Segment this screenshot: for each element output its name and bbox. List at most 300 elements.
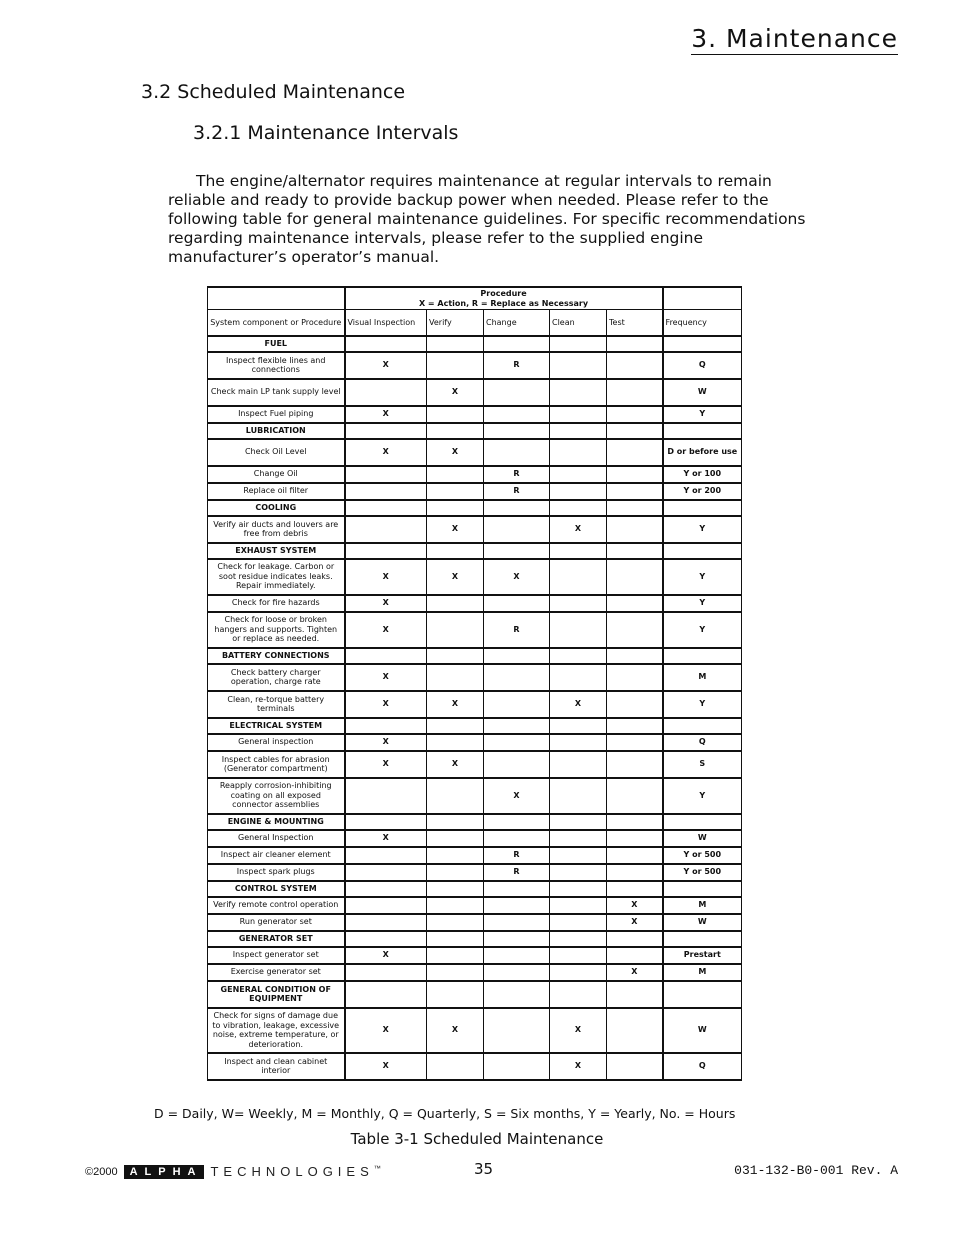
- maintenance-table: [207, 286, 742, 1081]
- mark-cell: [345, 964, 427, 981]
- mark-cell: [427, 947, 484, 964]
- mark-cell: [427, 612, 484, 648]
- mark-cell: [550, 778, 607, 814]
- mark-cell: [607, 734, 663, 751]
- blank-cell: [427, 981, 484, 1008]
- blank-cell: [345, 881, 427, 897]
- blank-cell: [345, 500, 427, 516]
- frequency-cell: Y or 500: [663, 847, 742, 864]
- blank-cell: [484, 718, 550, 734]
- frequency-cell: W: [663, 1008, 742, 1053]
- mark-cell: [427, 406, 484, 423]
- blank-cell: [607, 718, 663, 734]
- mark-cell: R: [484, 466, 550, 483]
- blank-cell: [427, 648, 484, 664]
- mark-cell: [427, 595, 484, 612]
- row-item: Inspect cables for abrasion (Generator compartment): [208, 751, 345, 778]
- mark-cell: X: [345, 734, 427, 751]
- table-row: [208, 516, 742, 543]
- mark-cell: [550, 352, 607, 379]
- frequency-cell: M: [663, 964, 742, 981]
- row-item: Run generator set: [208, 914, 345, 931]
- mark-cell: [427, 847, 484, 864]
- mark-cell: [427, 466, 484, 483]
- mark-cell: [427, 483, 484, 500]
- row-item: Check for leakage. Carbon or soot residue indicates leaks. Repair immediately.: [208, 559, 345, 595]
- mark-cell: [345, 466, 427, 483]
- section-row: [208, 500, 742, 516]
- frequency-cell: M: [663, 897, 742, 914]
- column-header: Verify: [427, 310, 484, 336]
- mark-cell: [484, 751, 550, 778]
- frequency-cell: Y: [663, 595, 742, 612]
- blank-cell: [345, 814, 427, 830]
- mark-cell: [427, 734, 484, 751]
- blank-cell: [663, 423, 742, 439]
- mark-cell: [550, 483, 607, 500]
- mark-cell: X: [345, 406, 427, 423]
- mark-cell: [427, 897, 484, 914]
- mark-cell: X: [345, 947, 427, 964]
- mark-cell: [607, 751, 663, 778]
- mark-cell: [427, 778, 484, 814]
- blank-cell: [484, 814, 550, 830]
- table-row: [208, 559, 742, 595]
- column-header: Test: [607, 310, 663, 336]
- mark-cell: [484, 947, 550, 964]
- mark-cell: [484, 595, 550, 612]
- section-name: ELECTRICAL SYSTEM: [208, 718, 345, 734]
- table-row: [208, 483, 742, 500]
- row-item: Inspect air cleaner element: [208, 847, 345, 864]
- frequency-cell: Q: [663, 1053, 742, 1080]
- mark-cell: [484, 964, 550, 981]
- row-item: General Inspection: [208, 830, 345, 847]
- row-item: Inspect Fuel piping: [208, 406, 345, 423]
- frequency-cell: Y: [663, 612, 742, 648]
- frequency-cell: Y: [663, 559, 742, 595]
- row-item: Verify remote control operation: [208, 897, 345, 914]
- blank-cell: [663, 981, 742, 1008]
- mark-cell: [550, 612, 607, 648]
- blank-cell: [663, 287, 742, 310]
- mark-cell: [427, 830, 484, 847]
- page-number: 35: [474, 1160, 494, 1178]
- mark-cell: [607, 864, 663, 881]
- blank-cell: [663, 931, 742, 947]
- section-row: [208, 881, 742, 897]
- section-name: COOLING: [208, 500, 345, 516]
- blank-cell: [550, 336, 607, 352]
- blank-cell: [550, 500, 607, 516]
- mark-cell: [484, 1053, 550, 1080]
- column-header: Visual Inspection: [345, 310, 427, 336]
- blank-cell: [484, 336, 550, 352]
- frequency-cell: W: [663, 914, 742, 931]
- mark-cell: X: [484, 778, 550, 814]
- mark-cell: [345, 379, 427, 406]
- mark-cell: [550, 830, 607, 847]
- mark-cell: [427, 864, 484, 881]
- blank-cell: [484, 881, 550, 897]
- mark-cell: [607, 664, 663, 691]
- section-name: GENERATOR SET: [208, 931, 345, 947]
- procedure-header: [345, 287, 663, 310]
- section-name: EXHAUST SYSTEM: [208, 543, 345, 559]
- section-row: [208, 981, 742, 1008]
- table-row: [208, 664, 742, 691]
- section-name: GENERAL CONDITION OF EQUIPMENT: [208, 981, 345, 1008]
- table-row: [208, 947, 742, 964]
- frequency-cell: D or before use: [663, 439, 742, 466]
- frequency-cell: W: [663, 379, 742, 406]
- mark-cell: [550, 897, 607, 914]
- table-row: [208, 847, 742, 864]
- column-header: Change: [484, 310, 550, 336]
- row-item: Check Oil Level: [208, 439, 345, 466]
- blank-cell: [607, 931, 663, 947]
- table-row: [208, 439, 742, 466]
- mark-cell: [607, 847, 663, 864]
- mark-cell: [607, 439, 663, 466]
- mark-cell: [607, 379, 663, 406]
- blank-cell: [427, 814, 484, 830]
- table-row: [208, 466, 742, 483]
- blank-cell: [663, 336, 742, 352]
- mark-cell: [550, 664, 607, 691]
- blank-cell: [427, 543, 484, 559]
- table-row: [208, 595, 742, 612]
- row-item: Check main LP tank supply level: [208, 379, 345, 406]
- blank-cell: [427, 423, 484, 439]
- table-row: [208, 1008, 742, 1053]
- row-item: Replace oil filter: [208, 483, 345, 500]
- table-row: [208, 964, 742, 981]
- mark-cell: X: [484, 559, 550, 595]
- row-item: Check for fire hazards: [208, 595, 345, 612]
- section-row: [208, 814, 742, 830]
- section-row: [208, 336, 742, 352]
- frequency-cell: Y: [663, 516, 742, 543]
- chapter-title: 3. Maintenance: [691, 24, 898, 53]
- mark-cell: [427, 352, 484, 379]
- frequency-cell: Q: [663, 734, 742, 751]
- blank-cell: [345, 981, 427, 1008]
- mark-cell: X: [345, 439, 427, 466]
- footer-brand: [85, 1164, 381, 1179]
- blank-cell: [427, 718, 484, 734]
- blank-cell: [550, 931, 607, 947]
- mark-cell: [550, 734, 607, 751]
- blank-cell: [345, 718, 427, 734]
- table-row: [208, 914, 742, 931]
- mark-cell: [550, 864, 607, 881]
- section-title: 3.2 Scheduled Maintenance: [141, 81, 406, 103]
- section-row: [208, 423, 742, 439]
- mark-cell: [607, 612, 663, 648]
- technologies-wordmark: TECHNOLOGIES: [210, 1164, 374, 1179]
- mark-cell: X: [345, 664, 427, 691]
- mark-cell: [345, 864, 427, 881]
- column-header: System component or Procedure: [208, 310, 345, 336]
- mark-cell: X: [345, 1008, 427, 1053]
- mark-cell: R: [484, 352, 550, 379]
- table-row: [208, 1053, 742, 1080]
- mark-cell: [427, 1053, 484, 1080]
- row-item: Exercise generator set: [208, 964, 345, 981]
- mark-cell: [607, 595, 663, 612]
- mark-cell: [345, 516, 427, 543]
- mark-cell: [550, 466, 607, 483]
- mark-cell: [550, 379, 607, 406]
- table-row: [208, 691, 742, 718]
- blank-cell: [484, 423, 550, 439]
- frequency-legend: D = Daily, W= Weekly, M = Monthly, Q = Quarterly, S = Six months, Y = Yearly, No. = Hours: [154, 1106, 736, 1121]
- blank-cell: [607, 648, 663, 664]
- mark-cell: [484, 406, 550, 423]
- blank-cell: [427, 881, 484, 897]
- table-row: [208, 778, 742, 814]
- blank-cell: [663, 718, 742, 734]
- blank-cell: [607, 543, 663, 559]
- row-item: Inspect and clean cabinet interior: [208, 1053, 345, 1080]
- mark-cell: [607, 466, 663, 483]
- section-name: FUEL: [208, 336, 345, 352]
- copyright: ©2000: [85, 1165, 118, 1178]
- mark-cell: X: [550, 1008, 607, 1053]
- row-item: Inspect spark plugs: [208, 864, 345, 881]
- trademark-mark: ™: [373, 1165, 381, 1173]
- procedure-key: X = Action, R = Replace as Necessary: [418, 298, 589, 308]
- mark-cell: X: [607, 964, 663, 981]
- blank-cell: [607, 814, 663, 830]
- intro-paragraph: The engine/alternator requires maintenance at regular intervals to remain reliable and ready to provide backup power when needed. Please refer to the following table for general maintenance guidelines. For specific recommendations regarding maintenance intervals, please refer to the supplied engine manufacturer’s operator’s manual.: [168, 172, 806, 266]
- mark-cell: X: [427, 439, 484, 466]
- blank-cell: [345, 336, 427, 352]
- row-item: Check for signs of damage due to vibration, leakage, excessive noise, extreme temperature, or deterioration.: [208, 1008, 345, 1053]
- frequency-cell: M: [663, 664, 742, 691]
- blank-cell: [427, 931, 484, 947]
- mark-cell: [427, 664, 484, 691]
- mark-cell: [484, 439, 550, 466]
- mark-cell: [550, 964, 607, 981]
- blank-cell: [663, 500, 742, 516]
- frequency-cell: Y: [663, 778, 742, 814]
- mark-cell: [345, 483, 427, 500]
- table-row: [208, 864, 742, 881]
- blank-cell: [484, 931, 550, 947]
- blank-cell: [550, 814, 607, 830]
- frequency-cell: Prestart: [663, 947, 742, 964]
- mark-cell: X: [345, 1053, 427, 1080]
- row-item: Check for loose or broken hangers and supports. Tighten or replace as needed.: [208, 612, 345, 648]
- mark-cell: X: [427, 1008, 484, 1053]
- blank-cell: [550, 423, 607, 439]
- mark-cell: [607, 1008, 663, 1053]
- mark-cell: [607, 691, 663, 718]
- table-caption: Table 3-1 Scheduled Maintenance: [350, 1130, 604, 1148]
- blank-cell: [208, 287, 345, 310]
- blank-cell: [550, 543, 607, 559]
- mark-cell: [607, 516, 663, 543]
- mark-cell: X: [345, 595, 427, 612]
- row-item: General inspection: [208, 734, 345, 751]
- frequency-cell: Y or 500: [663, 864, 742, 881]
- blank-cell: [607, 423, 663, 439]
- blank-cell: [663, 648, 742, 664]
- row-item: Check battery charger operation, charge rate: [208, 664, 345, 691]
- mark-cell: [607, 559, 663, 595]
- mark-cell: [345, 897, 427, 914]
- mark-cell: [607, 483, 663, 500]
- blank-cell: [550, 881, 607, 897]
- mark-cell: X: [345, 352, 427, 379]
- procedure-header-row: [208, 287, 742, 310]
- section-row: [208, 931, 742, 947]
- mark-cell: [607, 1053, 663, 1080]
- column-header: Frequency: [663, 310, 742, 336]
- mark-cell: [484, 1008, 550, 1053]
- mark-cell: [607, 778, 663, 814]
- mark-cell: X: [345, 612, 427, 648]
- mark-cell: [607, 406, 663, 423]
- blank-cell: [607, 881, 663, 897]
- mark-cell: R: [484, 864, 550, 881]
- blank-cell: [607, 336, 663, 352]
- mark-cell: [607, 352, 663, 379]
- row-item: Inspect flexible lines and connections: [208, 352, 345, 379]
- blank-cell: [607, 981, 663, 1008]
- section-row: [208, 648, 742, 664]
- section-row: [208, 718, 742, 734]
- blank-cell: [663, 814, 742, 830]
- blank-cell: [345, 543, 427, 559]
- mark-cell: X: [550, 516, 607, 543]
- mark-cell: [484, 897, 550, 914]
- mark-cell: X: [550, 1053, 607, 1080]
- subsection-title: 3.2.1 Maintenance Intervals: [193, 122, 459, 144]
- mark-cell: [550, 406, 607, 423]
- section-name: ENGINE & MOUNTING: [208, 814, 345, 830]
- mark-cell: [345, 778, 427, 814]
- frequency-cell: Y or 100: [663, 466, 742, 483]
- column-header: Clean: [550, 310, 607, 336]
- mark-cell: X: [345, 559, 427, 595]
- mark-cell: [550, 595, 607, 612]
- mark-cell: X: [345, 751, 427, 778]
- blank-cell: [607, 500, 663, 516]
- mark-cell: X: [550, 691, 607, 718]
- mark-cell: [484, 664, 550, 691]
- document-number: 031-132-B0-001 Rev. A: [734, 1163, 898, 1178]
- blank-cell: [484, 500, 550, 516]
- mark-cell: R: [484, 483, 550, 500]
- mark-cell: X: [607, 914, 663, 931]
- blank-cell: [484, 543, 550, 559]
- mark-cell: [550, 947, 607, 964]
- blank-cell: [484, 648, 550, 664]
- table-row: [208, 379, 742, 406]
- blank-cell: [345, 423, 427, 439]
- frequency-cell: S: [663, 751, 742, 778]
- mark-cell: [550, 439, 607, 466]
- mark-cell: X: [345, 830, 427, 847]
- blank-cell: [550, 981, 607, 1008]
- column-header-row: [208, 310, 742, 336]
- mark-cell: [484, 914, 550, 931]
- row-item: Reapply corrosion-inhibiting coating on all exposed connector assemblies: [208, 778, 345, 814]
- mark-cell: R: [484, 612, 550, 648]
- row-item: Inspect generator set: [208, 947, 345, 964]
- section-row: [208, 543, 742, 559]
- table-row: [208, 352, 742, 379]
- mark-cell: [484, 691, 550, 718]
- row-item: Clean, re-torque battery terminals: [208, 691, 345, 718]
- frequency-cell: Q: [663, 352, 742, 379]
- mark-cell: [484, 379, 550, 406]
- row-item: Change Oil: [208, 466, 345, 483]
- frequency-cell: W: [663, 830, 742, 847]
- mark-cell: [607, 830, 663, 847]
- mark-cell: [427, 964, 484, 981]
- mark-cell: [550, 751, 607, 778]
- mark-cell: X: [427, 691, 484, 718]
- mark-cell: [345, 847, 427, 864]
- table-row: [208, 897, 742, 914]
- procedure-title: Procedure: [480, 289, 527, 298]
- table-row: [208, 751, 742, 778]
- row-item: Verify air ducts and louvers are free from debris: [208, 516, 345, 543]
- section-name: CONTROL SYSTEM: [208, 881, 345, 897]
- blank-cell: [550, 718, 607, 734]
- alpha-logo: ALPHA: [124, 1165, 205, 1179]
- blank-cell: [550, 648, 607, 664]
- frequency-cell: Y or 200: [663, 483, 742, 500]
- frequency-cell: Y: [663, 406, 742, 423]
- mark-cell: [484, 830, 550, 847]
- blank-cell: [663, 543, 742, 559]
- mark-cell: [550, 847, 607, 864]
- mark-cell: X: [427, 751, 484, 778]
- mark-cell: X: [607, 897, 663, 914]
- mark-cell: [550, 559, 607, 595]
- mark-cell: [427, 914, 484, 931]
- table-row: [208, 406, 742, 423]
- blank-cell: [345, 931, 427, 947]
- blank-cell: [345, 648, 427, 664]
- mark-cell: X: [427, 559, 484, 595]
- mark-cell: X: [345, 691, 427, 718]
- mark-cell: X: [427, 516, 484, 543]
- table-row: [208, 734, 742, 751]
- mark-cell: R: [484, 847, 550, 864]
- blank-cell: [427, 336, 484, 352]
- blank-cell: [663, 881, 742, 897]
- mark-cell: [345, 914, 427, 931]
- mark-cell: [550, 914, 607, 931]
- frequency-cell: Y: [663, 691, 742, 718]
- table-row: [208, 830, 742, 847]
- section-name: BATTERY CONNECTIONS: [208, 648, 345, 664]
- blank-cell: [484, 981, 550, 1008]
- mark-cell: X: [427, 379, 484, 406]
- table-row: [208, 612, 742, 648]
- blank-cell: [427, 500, 484, 516]
- mark-cell: [484, 516, 550, 543]
- mark-cell: [607, 947, 663, 964]
- section-name: LUBRICATION: [208, 423, 345, 439]
- technologies-logo: [210, 1164, 380, 1179]
